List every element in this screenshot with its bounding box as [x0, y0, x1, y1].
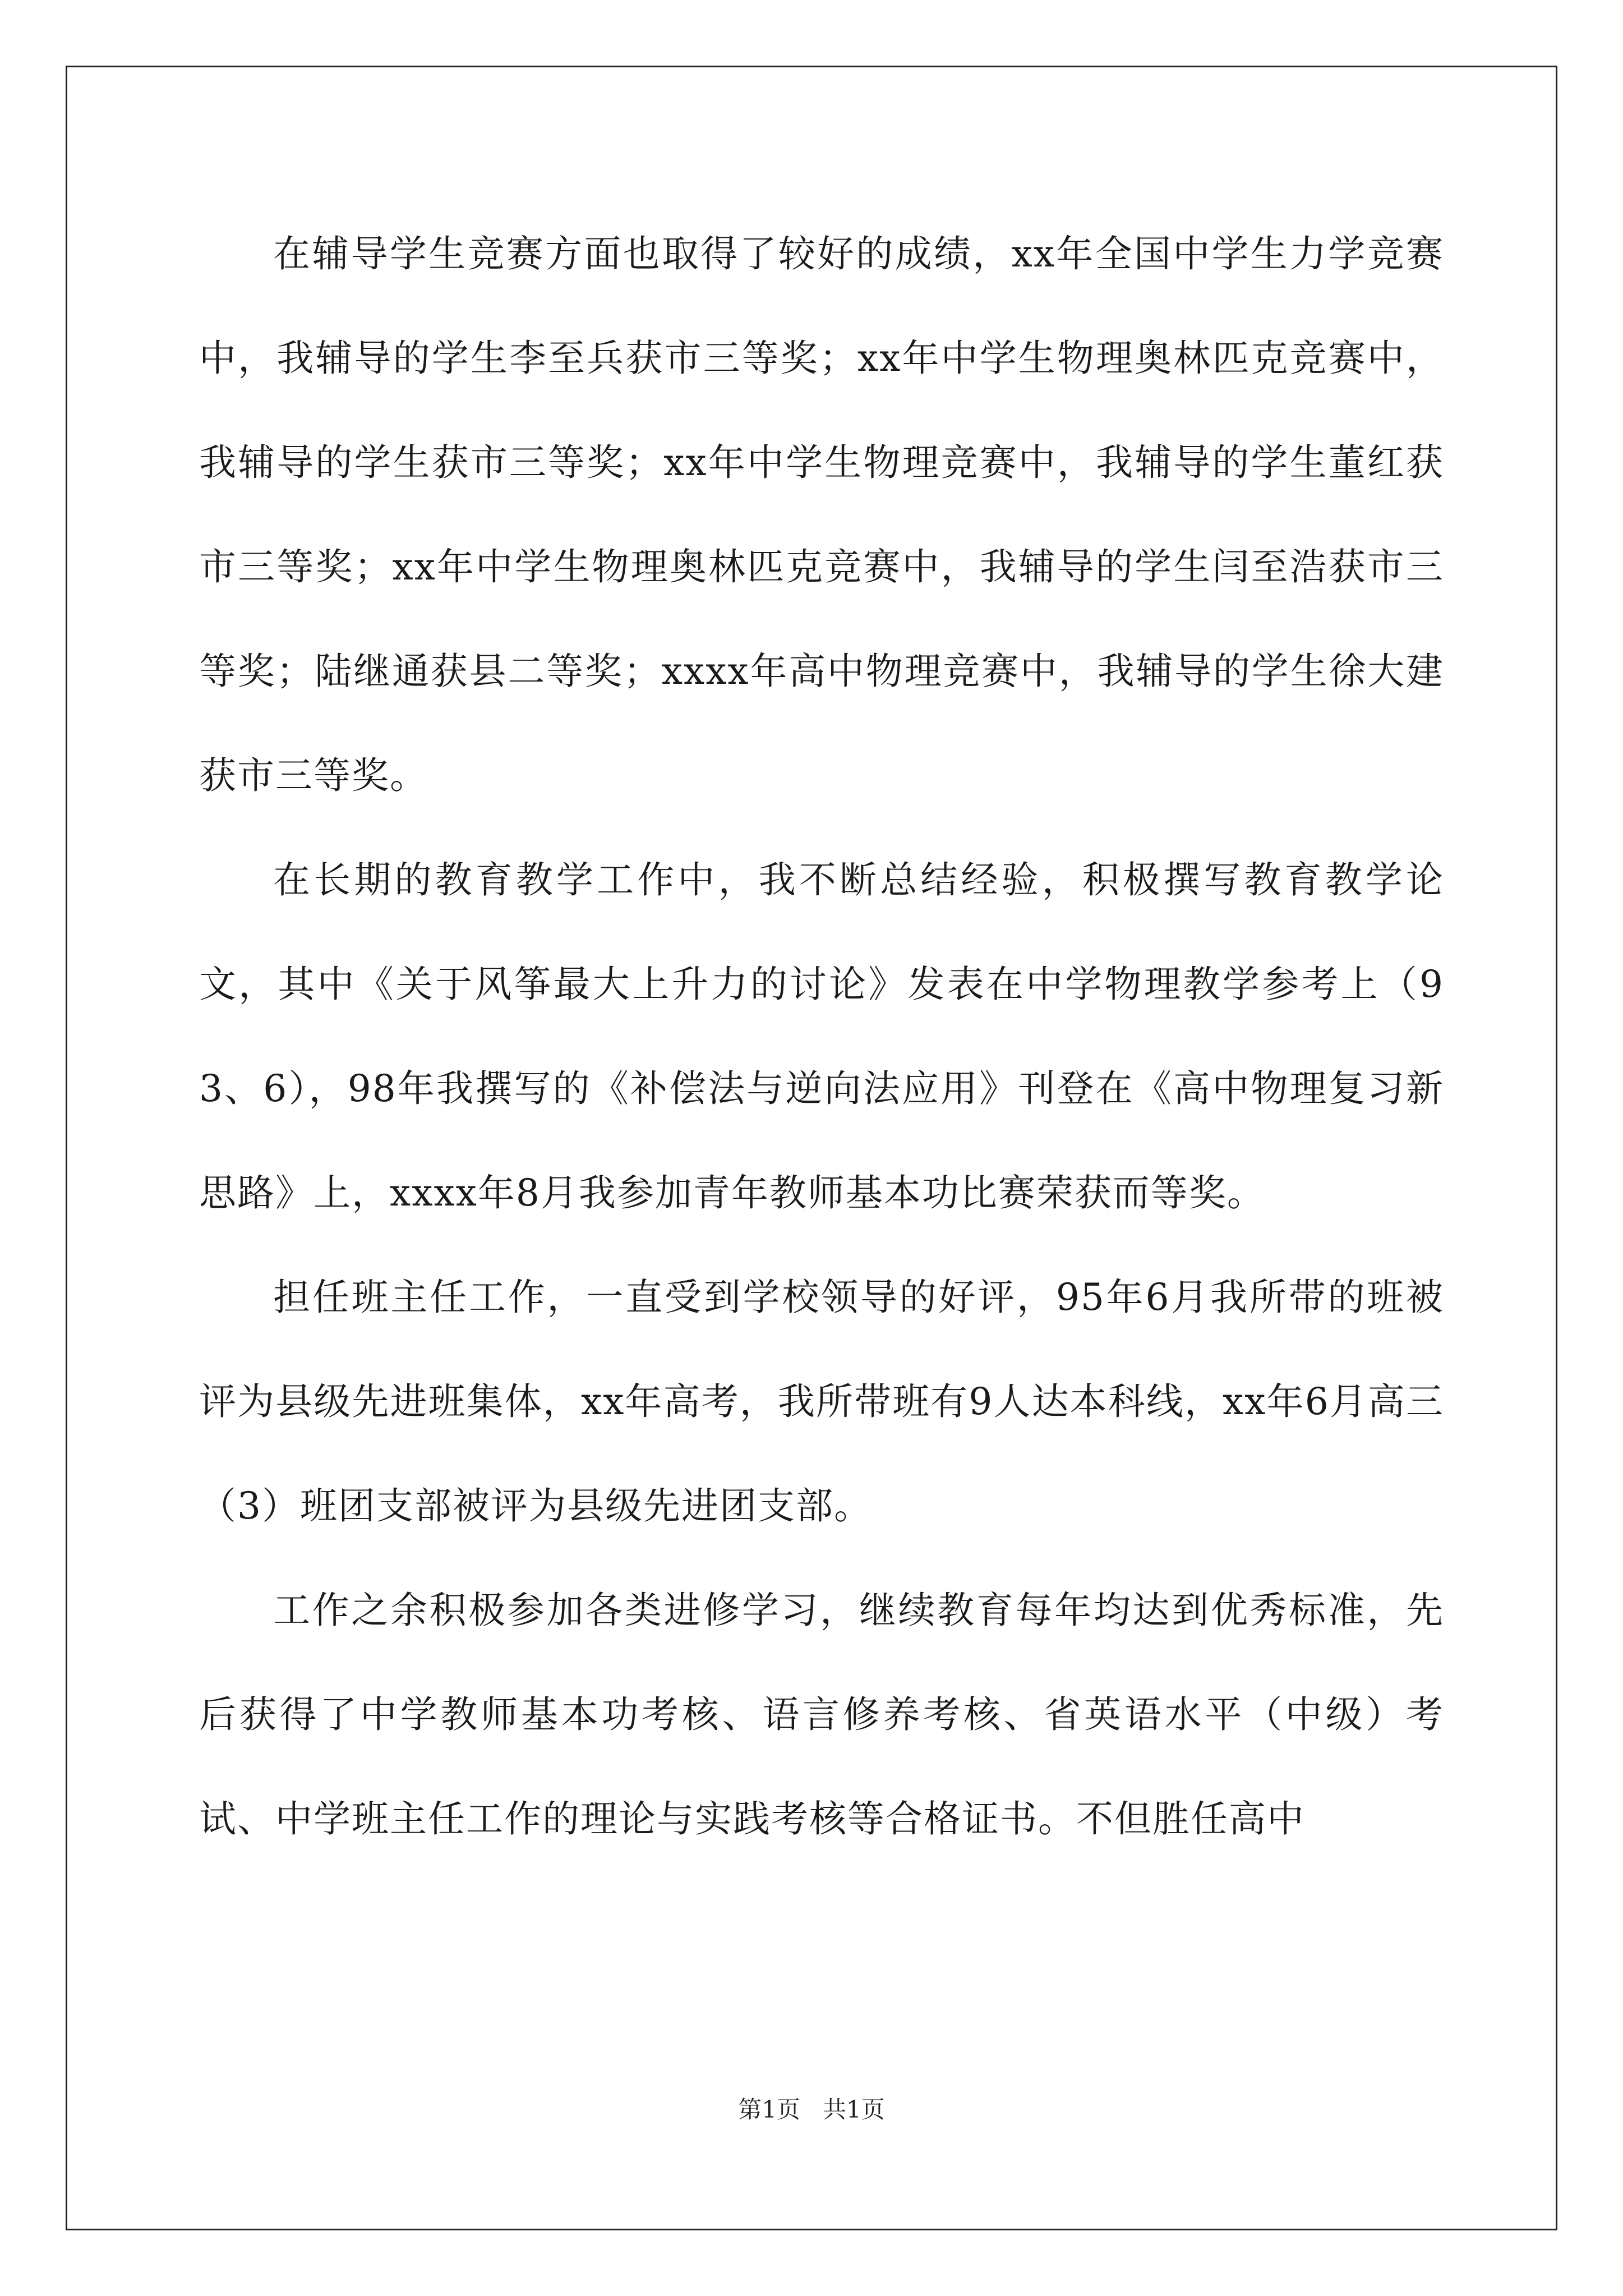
paragraph-papers: 在长期的教育教学工作中，我不断总结经验，积极撰写教育教学论文，其中《关于风筝最大上升力的讨论》发表在中学物理教学参考上（93、6），98年我撰写的《补偿法与逆向法应用》刊登在《高中物理复习新思路》上，xxxx年8月我参加青年教师基本功比赛荣获而等奖。: [199, 858, 1444, 1214]
page-number: 第1页: [738, 2096, 800, 2123]
page-total: 共1页: [823, 2096, 885, 2123]
paragraph-further-study: 工作之余积极参加各类进修学习，继续教育每年均达到优秀标准，先后获得了中学教师基本功考核、语言修养考核、省英语水平（中级）考试、中学班主任工作的理论与实践考核等合格证书。不但胜任高中: [199, 1589, 1444, 1841]
paragraph-competition-awards: 在辅导学生竞赛方面也取得了较好的成绩，xx年全国中学生力学竞赛中，我辅导的学生李至兵获市三等奖；xx年中学生物理奥林匹克竞赛中，我辅导的学生获市三等奖；xx年中学生物理竞赛中，我辅导的学生董红获市三等奖；xx年中学生物理奥林匹克竞赛中，我辅导的学生闫至浩获市三等奖；陆继通获县二等奖；xxxx年高中物理竞赛中，我辅导的学生徐大建获市三等奖。: [199, 232, 1444, 797]
document-body: [199, 202, 1444, 1871]
paragraph-class-teacher: 担任班主任工作，一直受到学校领导的好评，95年6月我所带的班被评为县级先进班集体，xx年高考，我所带班有9人达本科线，xx年6月高三（3）班团支部被评为县级先进团支部。: [199, 1276, 1444, 1527]
page-footer: [0, 2091, 1623, 2125]
